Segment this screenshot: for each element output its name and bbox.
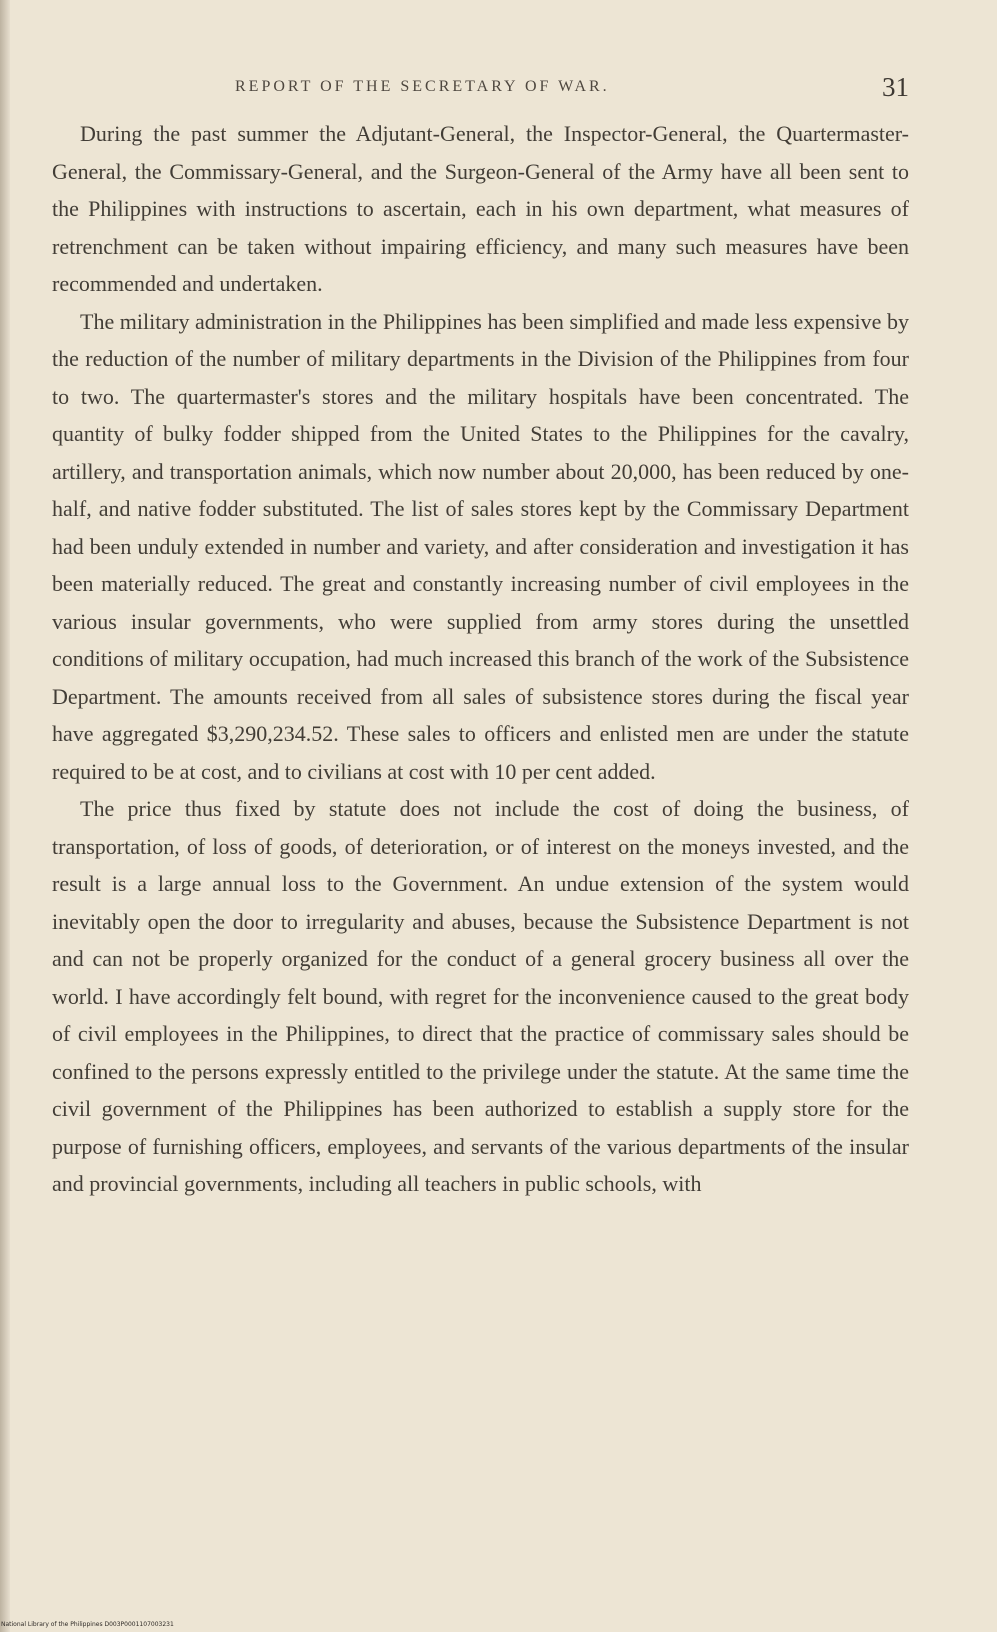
running-title: REPORT OF THE SECRETARY OF WAR. <box>235 78 610 95</box>
archive-stamp: National Library of the Philippines D003P0001107003231 <box>1 1621 174 1628</box>
paragraph: The military administration in the Philippines has been simplified and made less expensive by the reduction of the number of military departments in the Division of the Philippines from four to two. The quartermaster's stores and the military hospitals have been concentrated. The quantity of bulky fodder shipped from the United States to the Philippines for the cavalry, artillery, and transportation animals, which now number about 20,000, has been reduced by one-half, and native fodder substituted. The list of sales stores kept by the Commissary Department had been unduly extended in number and variety, and after consideration and investigation it has been materially reduced. The great and constantly increasing number of civil employees in the various insular governments, who were supplied from army stores during the unsettled conditions of military occupation, had much increased this branch of the work of the Subsistence Department. The amounts received from all sales of subsistence stores during the fiscal year have aggregated $3,290,234.52. These sales to officers and enlisted men are under the statute required to be at cost, and to civilians at cost with 10 per cent added. <box>52 308 909 784</box>
body-text <box>52 115 909 1203</box>
running-head <box>52 72 909 108</box>
page-number: 31 <box>882 72 909 102</box>
paragraph: During the past summer the Adjutant-General, the Inspector-General, the Quartermaster-General, the Commissary-General, and the Surgeon-General of the Army have all been sent to the Philippines with instructions to ascertain, each in his own department, what measures of retrenchment can be taken without impairing efficiency, and many such measures have been recommended and undertaken. <box>52 121 909 296</box>
paragraph: The price thus fixed by statute does not include the cost of doing the business, of transportation, of loss of goods, of deterioration, or of interest on the moneys invested, and the result is a large annual loss to the Government. An undue extension of the system would inevitably open the door to irregularity and abuses, because the Subsistence Department is not and can not be properly organized for the conduct of a general grocery business all over the world. I have accordingly felt bound, with regret for the inconvenience caused to the great body of civil employees in the Philippines, to direct that the practice of commissary sales should be confined to the persons expressly entitled to the privilege under the statute. At the same time the civil government of the Philippines has been authorized to establish a supply store for the purpose of furnishing officers, employees, and servants of the various departments of the insular and provincial governments, including all teachers in public schools, with <box>52 796 909 1196</box>
